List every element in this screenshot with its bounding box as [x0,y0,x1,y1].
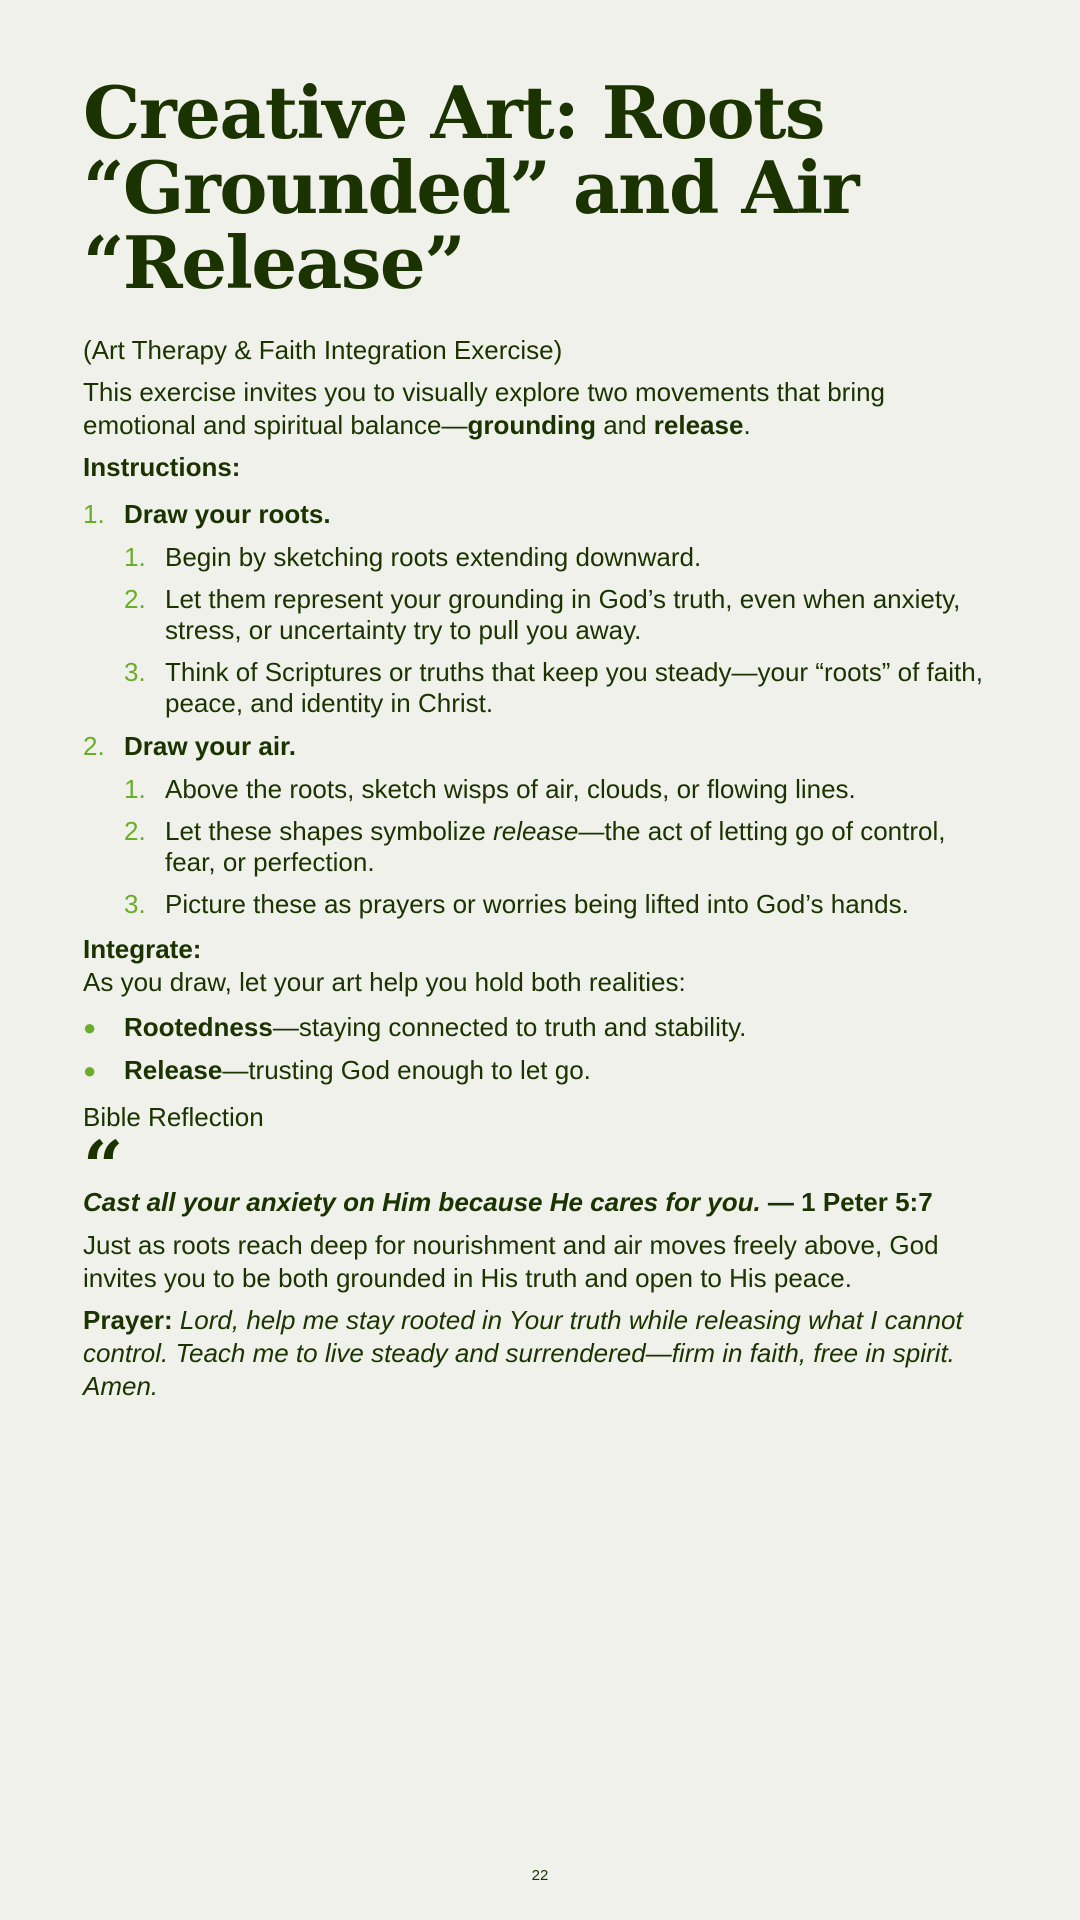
content [83,70,1003,1403]
quote-mark-icon: “ [83,1125,124,1208]
title-line-3: “Release” [83,220,465,305]
prayer [83,1304,1003,1403]
substep-list [124,774,1003,920]
reflection-heading: Bible Reflection [83,1102,264,1132]
intro-mid: and [595,410,654,440]
bullet-icon: ● [83,1015,97,1040]
substep-text-after: —the act of letting go of control, fear, or perfection. [165,816,946,877]
page-title [83,70,1003,305]
substep-text: Above the roots, sketch wisps of air, clouds, or flowing lines. [165,774,856,804]
substep-text: Let these shapes symbolize [165,816,494,846]
substep-number: 3. [124,889,146,919]
substep [124,657,1003,719]
substep-text: Picture these as prayers or worries being lifted into God’s hands. [165,889,909,919]
substep [124,889,1003,920]
substep-number: 1. [124,774,146,804]
bible-verse [83,1186,1003,1219]
subtitle: (Art Therapy & Faith Integration Exercise) [83,335,563,365]
intro-paragraph [83,376,1003,442]
instructions-list [83,498,1003,920]
substep-list [124,542,1003,719]
substep-number: 2. [124,584,146,614]
instructions-heading: Instructions: [83,452,241,482]
substep-italic: release [493,816,579,846]
integrate-heading: Integrate: [83,934,202,964]
bullet-item [83,1011,1003,1044]
prayer-text: Lord, help me stay rooted in Your truth while releasing what I cannot control. Teach me to live steady and surrendered—firm in faith, free in spirit. Amen. [83,1305,963,1401]
step-air [83,730,1003,920]
title-line-2: “Grounded” and Air [83,145,859,230]
page-number: 22 [531,1867,549,1884]
substep-text: Think of Scriptures or truths that keep you steady—your “roots” of faith, peace, and identity in Christ. [165,657,983,718]
verse-text: Cast all your anxiety on Him because He cares for you. [83,1187,761,1217]
step-number: 1. [83,499,105,529]
substep-number: 2. [124,816,146,846]
substep-text: Let them represent your grounding in God’s truth, even when anxiety, stress, or uncertainty try to pull you away. [165,584,961,645]
intro-bold-grounding: grounding [467,410,596,440]
bullet-item [83,1054,1003,1087]
substep-text: Begin by sketching roots extending downward. [165,542,702,572]
reflection-body: Just as roots reach deep for nourishment and air moves freely above, God invites you to be both grounded in His truth and open to His peace. [83,1230,939,1293]
title-line-1: Creative Art: Roots [83,70,824,155]
step-number: 2. [83,731,105,761]
prayer-label: Prayer: [83,1305,173,1335]
step-title: Draw your roots. [124,499,331,529]
bullet-bold: Rootedness [124,1012,273,1042]
verse-reference: — 1 Peter 5:7 [760,1187,933,1217]
substep [124,542,1003,573]
substep [124,816,1003,878]
substep [124,774,1003,805]
intro-end: . [743,410,751,440]
substep-number: 3. [124,657,146,687]
integrate-text: As you draw, let your art help you hold both realities: [83,967,686,997]
step-title: Draw your air. [124,731,296,761]
substep-number: 1. [124,542,146,572]
intro-bold-release: release [653,410,744,440]
substep [124,584,1003,646]
integrate-bullets [83,1011,1003,1087]
intro-text: This exercise invites you to visually explore two movements that bring emotional and spiritual balance— [83,377,886,440]
bullet-icon: ● [83,1058,97,1083]
bullet-text: —trusting God enough to let go. [222,1055,591,1085]
bullet-text: —staying connected to truth and stability. [272,1012,747,1042]
step-roots [83,498,1003,719]
bullet-bold: Release [124,1055,223,1085]
